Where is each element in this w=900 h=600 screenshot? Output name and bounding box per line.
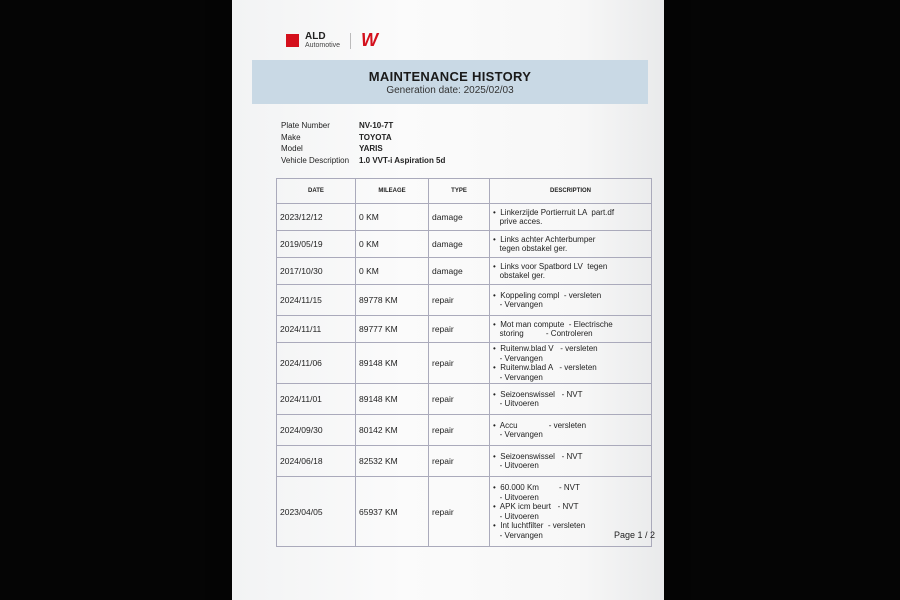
cell-type: damage <box>429 231 490 258</box>
description-line: • Koppeling compl - versleten <box>493 290 602 300</box>
cell-description <box>490 415 652 446</box>
cell-type: repair <box>429 343 490 384</box>
table-row <box>277 477 652 547</box>
cell-date: 2019/05/19 <box>277 231 356 258</box>
description-line: obstakel ger. <box>493 271 546 280</box>
description-line: • Seizoenswissel - NVT <box>493 389 583 399</box>
cell-type: repair <box>429 384 490 415</box>
description-line: tegen obstakel ger. <box>493 244 568 253</box>
description-line: - Uitvoeren <box>493 461 539 470</box>
description-line: - Vervangen <box>493 430 543 439</box>
maintenance-table <box>276 178 652 547</box>
description-line: prive acces. <box>493 217 543 226</box>
table-row <box>277 415 652 446</box>
ald-logo-text: ALD Automotive <box>305 30 341 49</box>
title-banner <box>252 60 648 104</box>
cell-type: repair <box>429 477 490 547</box>
description-line: • Links voor Spatbord LV tegen <box>493 261 608 271</box>
cell-date: 2023/04/05 <box>277 477 356 547</box>
cell-mileage: 89148 KM <box>356 343 429 384</box>
cell-mileage: 89777 KM <box>356 316 429 343</box>
table-row <box>277 384 652 415</box>
cell-description <box>490 204 652 231</box>
description-line: • Mot man compute - Electrische <box>493 319 613 329</box>
cell-mileage: 80142 KM <box>356 415 429 446</box>
cell-mileage: 65937 KM <box>356 477 429 547</box>
table-row <box>277 231 652 258</box>
cell-mileage: 89778 KM <box>356 285 429 316</box>
table-row <box>277 258 652 285</box>
description-line: • Int luchtfilter - versleten <box>493 521 586 530</box>
cell-mileage: 0 KM <box>356 231 429 258</box>
table-row <box>277 316 652 343</box>
description-line: - Vervangen <box>493 300 543 309</box>
page-number: Page 1 / 2 <box>614 530 656 540</box>
info-row-model: Model YARIS <box>281 144 383 154</box>
table-row <box>277 204 652 231</box>
cell-date: 2024/06/18 <box>277 446 356 477</box>
description-line: - Vervangen <box>493 353 543 363</box>
vehicle-info <box>281 120 445 166</box>
header-type: TYPE <box>429 179 490 204</box>
document-title: MAINTENANCE HISTORY <box>368 69 532 84</box>
cell-type: repair <box>429 285 490 316</box>
table-row <box>277 343 652 384</box>
cell-mileage: 82532 KM <box>356 446 429 477</box>
cell-date: 2024/11/06 <box>277 343 356 384</box>
cell-description <box>490 258 652 285</box>
description-line: • Ruitenw.blad V - versleten <box>493 344 598 353</box>
cell-description <box>490 384 652 415</box>
cell-description <box>490 316 652 343</box>
cell-date: 2024/11/15 <box>277 285 356 316</box>
cell-date: 2024/11/01 <box>277 384 356 415</box>
header-mileage: MILEAGE <box>356 179 429 204</box>
cell-type: repair <box>429 316 490 343</box>
info-row-make: Make TOYOTA <box>281 132 392 142</box>
cell-date: 2024/09/30 <box>277 415 356 446</box>
description-line: • APK icm beurt - NVT <box>493 502 579 511</box>
brand-logo-icon: W <box>361 30 376 50</box>
cell-mileage: 0 KM <box>356 258 429 285</box>
description-line: storing - Controleren <box>493 329 593 338</box>
description-line: • Linkerzijde Portierruit LA part.df <box>493 207 615 217</box>
description-line: • 60.000 Km - NVT <box>493 483 580 492</box>
description-line: • Ruitenw.blad A - versleten <box>493 363 597 372</box>
description-line: • Seizoenswissel - NVT <box>493 451 583 461</box>
table-header-row <box>277 179 652 204</box>
logo-divider <box>350 33 351 49</box>
ald-logo-mark <box>286 34 299 47</box>
cell-description <box>490 231 652 258</box>
cell-type: repair <box>429 415 490 446</box>
company-logo <box>286 30 375 51</box>
description-line: • Links achter Achterbumper <box>493 234 596 244</box>
cell-date: 2024/11/11 <box>277 316 356 343</box>
description-line: - Uitvoeren <box>493 492 539 502</box>
generation-date: Generation date: 2025/02/03 <box>386 85 514 96</box>
cell-type: repair <box>429 446 490 477</box>
header-date: DATE <box>277 179 356 204</box>
info-row-plate: Plate Number NV-10-7T <box>281 121 394 131</box>
cell-description <box>490 343 652 384</box>
description-line: - Uitvoeren <box>493 511 539 521</box>
cell-type: damage <box>429 204 490 231</box>
info-row-description: Vehicle Description 1.0 VVT-i Aspiration 5d <box>281 155 446 165</box>
cell-description <box>490 285 652 316</box>
table-row <box>277 285 652 316</box>
description-line: - Uitvoeren <box>493 399 539 408</box>
description-line: - Vervangen <box>493 530 543 540</box>
header-description: DESCRIPTION <box>490 179 652 204</box>
cell-description <box>490 446 652 477</box>
cell-mileage: 89148 KM <box>356 384 429 415</box>
table-row <box>277 446 652 477</box>
cell-date: 2023/12/12 <box>277 204 356 231</box>
cell-mileage: 0 KM <box>356 204 429 231</box>
description-line: - Vervangen <box>493 372 543 382</box>
cell-date: 2017/10/30 <box>277 258 356 285</box>
cell-type: damage <box>429 258 490 285</box>
description-line: • Accu - versleten <box>493 420 587 430</box>
